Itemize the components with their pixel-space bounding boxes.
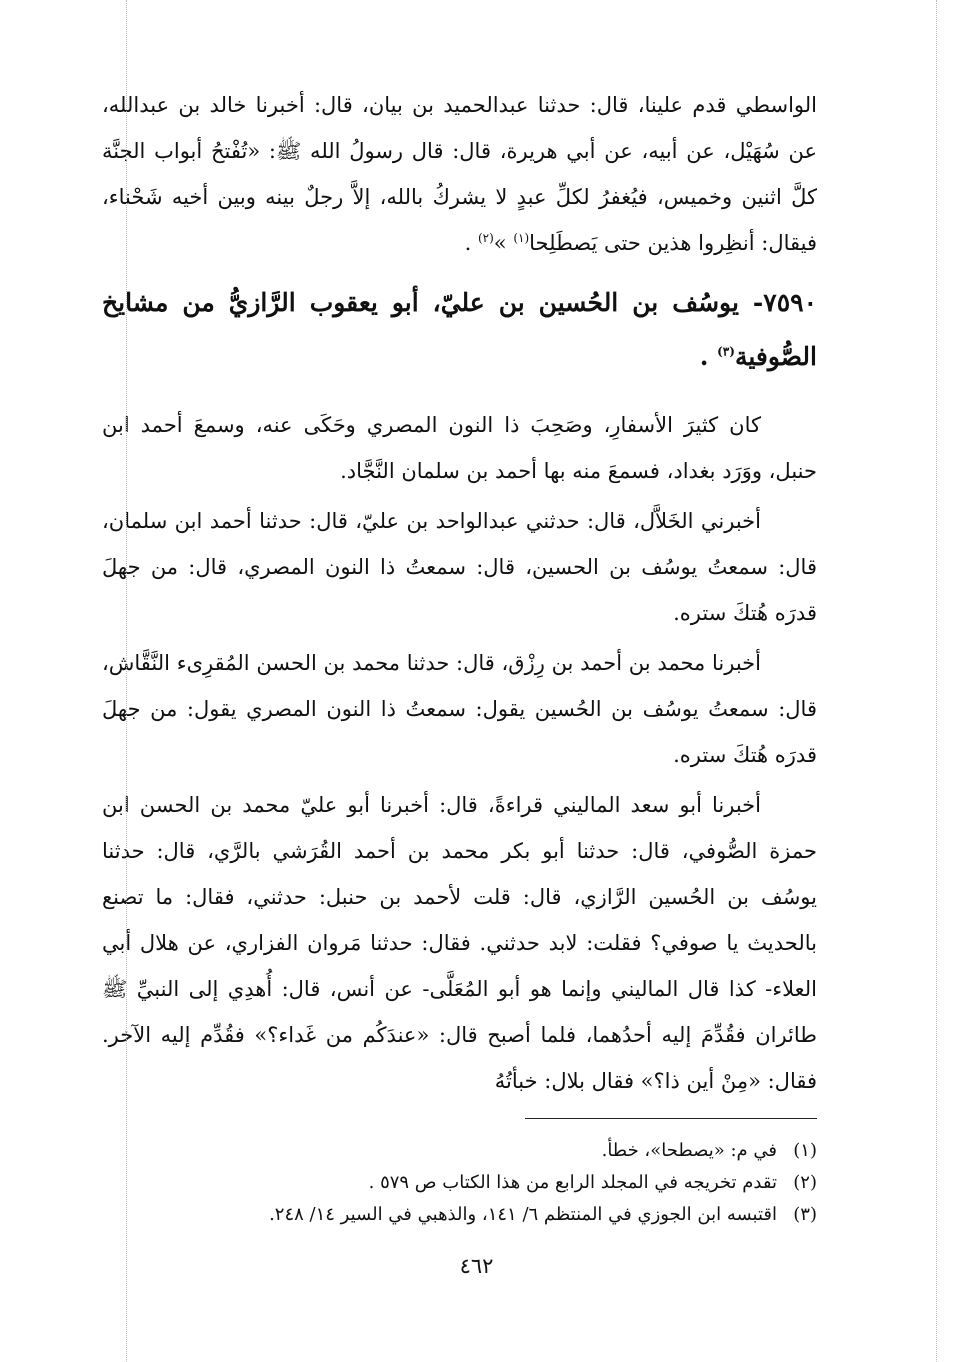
- footnote: [102, 1199, 817, 1231]
- footnote-ref-2: (٢): [477, 231, 494, 245]
- footnote-text: في م: «يصطحا»، خطأ.: [601, 1140, 777, 1161]
- opening-paragraph-tail: .: [464, 231, 478, 255]
- footnote-number: (٢): [793, 1172, 817, 1193]
- paragraph: أخبرنا محمد بن أحمد بن رِزْق، قال: حدثنا محمد بن الحسن المُقرِىء النَّقَّاش، قال: سمعتُ يوسُف بن الحُسين يقول: سمعتُ ذا النون المصري يقول: من جهلَ قدرَه هُتكَ ستره.: [102, 651, 817, 767]
- paragraph: أخبرني الخَلاَّل، قال: حدثني عبدالواحد بن عليّ، قال: حدثنا أحمد ابن سلمان، قال: سمعتُ يوسُف بن الحسين، قال: سمعتُ ذا النون المصري، قال: من جهلَ قدرَه هُتكَ ستره.: [102, 509, 817, 625]
- footnote-text: اقتبسه ابن الجوزي في المنتظم ٦/ ١٤١، والذهبي في السير ١٤/ ٢٤٨.: [269, 1204, 777, 1225]
- biography-heading: [102, 276, 817, 384]
- opening-paragraph: [102, 82, 817, 266]
- paragraph: كان كثيرَ الأسفارِ، وصَحِبَ ذا النون المصري وحَكَى عنه، وسمعَ أحمد ابن حنبل، ووَرَد بغداد، فسمعَ منه بها أحمد بن سلمان النَّجَّاد.: [102, 413, 817, 483]
- footnote-text: تقدم تخريجه في المجلد الرابع من هذا الكتاب ص ٥٧٩ .: [368, 1172, 777, 1193]
- opening-paragraph-text: الواسطي قدم علينا، قال: حدثنا عبدالحميد بن بيان، قال: أخبرنا خالد بن عبدالله، عن سُهَيْل، عن أبيه، عن أبي هريرة، قال: قال رسولُ الله ﷺ: «تُفْتحُ أبواب الجنَّة كلَّ اثنين وخميس، فيُغفرُ لكلِّ عبدٍ لا يشركُ بالله، إلاَّ رجلٌ بينه وبين أخيه شَحْناء، فيقال: أنظِروا هذين حتى يَصطَلِحا: [102, 93, 817, 255]
- biography-heading-tail: .: [699, 342, 718, 371]
- footnote-number: (١): [793, 1140, 817, 1161]
- footnote-number: (٣): [793, 1204, 817, 1225]
- margin-guide: [126, 0, 128, 1362]
- footnote: [102, 1135, 817, 1167]
- footnote-ref-3: (٣): [717, 344, 735, 359]
- footnote-separator: [525, 1118, 817, 1119]
- quote-close: »: [493, 231, 514, 255]
- footnote-ref-1: (١): [513, 231, 530, 245]
- footnote: [102, 1167, 817, 1199]
- paragraph: أخبرنا أبو سعد الماليني قراءةً، قال: أخبرنا أبو عليّ محمد بن الحسن ابن حمزة الصُّوفي، قال: حدثنا أبو بكر محمد بن أحمد القُرَشي بالرَّي، قال: حدثنا يوسُف بن الحُسين الرَّازي، قال: قلت لأحمد بن حنبل: حدثني، فقال: ما تصنع بالحديث يا صوفي؟ فقلت: لابد حدثني. فقال: حدثنا مَروان الفزاري، عن هلال أبي العلاء- كذا قال الماليني وإنما هو أبو المُعَلَّى- عن أنس، قال: أُهدِي إلى النبيِّ ﷺ طائران فقُدِّمَ إليه أحدُهما، فلما أصبح قال: «عندَكُم من غَداء؟» فقُدِّم إليه الآخر. فقال: «مِنْ أين ذا؟» فقال بلال: خبأتُهُ: [102, 793, 817, 1093]
- biography-heading-text: ٧٥٩٠- يوسُف بن الحُسين بن عليّ، أبو يعقوب الرَّازيُّ من مشايخ الصُّوفية: [102, 288, 817, 371]
- margin-guide: [936, 0, 938, 1362]
- footnotes: [102, 1135, 817, 1231]
- page-number: ٤٦٢: [459, 1254, 494, 1278]
